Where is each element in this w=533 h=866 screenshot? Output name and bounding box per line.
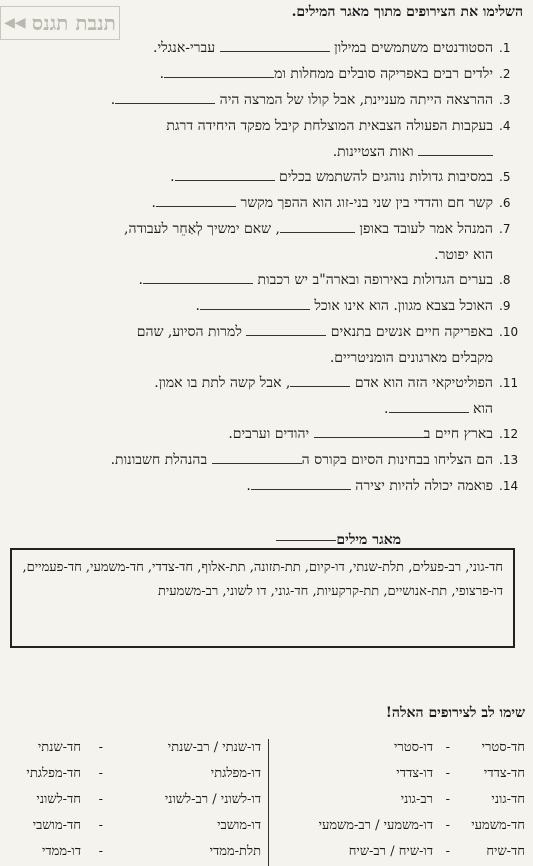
- answer-blank[interactable]: [115, 89, 215, 104]
- pair-row: [6, 839, 261, 865]
- word-bank-title: [270, 532, 401, 549]
- answer-blank[interactable]: [389, 398, 469, 413]
- exercise-item: [5, 294, 525, 320]
- exercise-text: , שאם ימשיך לְאַחֵר לעבודה,: [124, 221, 280, 237]
- word-bank-title-line: [276, 540, 336, 541]
- pair-counterpart: דו-סטרי: [393, 740, 433, 755]
- pair-term: חד-משמעי: [471, 818, 525, 833]
- exercise-item: [5, 320, 525, 371]
- exercise-item: [5, 217, 525, 268]
- pair-counterpart: דו-מושבי: [217, 818, 261, 833]
- exercise-text: .: [195, 298, 200, 314]
- exercise-number: 8.: [499, 273, 511, 287]
- answer-blank[interactable]: [290, 372, 350, 387]
- pair-dash: -: [98, 740, 103, 755]
- pair-row: [285, 839, 525, 865]
- answer-blank[interactable]: [164, 63, 274, 78]
- pair-dash: -: [445, 766, 450, 781]
- exercise-item: [5, 474, 525, 500]
- pair-row: [285, 761, 525, 787]
- answer-blank[interactable]: [175, 166, 275, 181]
- pair-row: [285, 735, 525, 761]
- exercise-line: [5, 346, 493, 372]
- pair-term: חד-מפלגתי: [26, 766, 81, 781]
- exercise-line: [5, 397, 493, 423]
- pair-term: חד-שיח: [486, 844, 525, 859]
- pair-dash: -: [98, 792, 103, 807]
- answer-blank[interactable]: [280, 218, 355, 233]
- pair-counterpart: תלת-ממדי: [209, 844, 261, 859]
- exercise-number: 9.: [499, 299, 511, 313]
- exercise-line: [5, 268, 493, 294]
- word-bank-text: חד-גוני, רב-פעלים, תלת-שנתי, דו-קיום, תת-תזונה, תת-אלוף, חד-צדדי, חד-משמעי, חד-פעמיים, דו-פרצופי, תת-אנושיים, תת-קרקעיות, חד-גוני, דו לשוני, רב-משמעית: [22, 560, 503, 599]
- exercise-item: [5, 62, 525, 88]
- exercise-text: ואות הצטיינות.: [332, 143, 418, 160]
- exercise-text: .: [246, 478, 251, 494]
- exercise-text: למרות הסיוע, שהם: [136, 324, 247, 340]
- pairs-table: [0, 735, 533, 866]
- pair-counterpart: דו-משמעי / רב-משמעי: [318, 818, 433, 833]
- exercise-line: [5, 243, 493, 269]
- exercise-number: 1.: [499, 41, 511, 55]
- answer-blank[interactable]: [220, 37, 330, 52]
- pair-counterpart: דו-צדדי: [396, 766, 433, 781]
- pair-dash: -: [98, 766, 103, 781]
- pair-counterpart: דו-שנתי / רב-שנתי: [167, 740, 261, 755]
- answer-blank[interactable]: [156, 192, 236, 207]
- exercise-text: .: [138, 272, 143, 288]
- exercise-text: הפוליטיקאי הזה הוא אדם: [350, 375, 493, 391]
- exercise-item: [5, 88, 525, 114]
- pair-dash: -: [445, 792, 450, 807]
- pair-term: חד-גוני: [491, 792, 525, 807]
- exercise-line: [5, 474, 493, 500]
- ghost-header-box: [0, 6, 120, 40]
- pair-row: [6, 787, 261, 813]
- exercise-item: [5, 448, 525, 474]
- pair-row: [6, 761, 261, 787]
- exercise-text: המנהל אמר לעובד באופן: [354, 221, 493, 237]
- exercise-line: [5, 320, 493, 346]
- pair-term: חד-מושבי: [32, 818, 81, 833]
- pair-counterpart: דו-לשוני / רב-לשוני: [164, 792, 261, 807]
- exercise-text: הסטודנטים משתמשים במילון: [329, 40, 493, 56]
- exercise-line: [5, 191, 493, 217]
- exercise-text: .: [170, 169, 175, 185]
- answer-blank[interactable]: [418, 141, 493, 156]
- exercise-number: 11.: [499, 376, 519, 390]
- exercise-text: הוא: [468, 400, 493, 417]
- pair-counterpart: רב-גוני: [400, 792, 433, 807]
- exercise-line: [5, 294, 493, 320]
- exercise-item: [5, 191, 525, 217]
- exercise-item: [5, 36, 525, 62]
- exercise-item: [5, 371, 525, 422]
- pair-term: דו-ממדי: [41, 844, 81, 859]
- exercise-item: [5, 114, 525, 165]
- exercise-line: [5, 114, 493, 140]
- pair-term: חד-סטרי: [481, 740, 525, 755]
- pairs-divider: [268, 739, 269, 866]
- exercise-text: קשר חם והדדי בין שני בני-זוג הוא ההפך מקשר: [236, 195, 493, 211]
- exercise-number: 12.: [499, 427, 519, 441]
- pair-counterpart: דו-שיח / רב-שיח: [348, 844, 433, 859]
- pair-term: חד-שנתי: [37, 740, 81, 755]
- exercise-number: 10.: [499, 325, 519, 339]
- pair-row: [6, 813, 261, 839]
- exercise-text: .: [151, 195, 156, 211]
- answer-blank[interactable]: [143, 269, 253, 284]
- exercise-text: פואמה יכולה להיות יצירה: [350, 478, 493, 494]
- exercise-item: [5, 165, 525, 191]
- word-bank-box: [10, 548, 515, 648]
- answer-blank[interactable]: [251, 475, 351, 490]
- exercise-list: [5, 36, 525, 500]
- exercise-number: 13.: [499, 453, 519, 467]
- exercise-text: בארץ חיים ב: [423, 426, 493, 442]
- exercise-text: הוא יפוטר.: [434, 246, 493, 263]
- attention-heading: שימו לב לצירופים האלה!: [385, 705, 525, 721]
- exercise-number: 4.: [499, 119, 511, 133]
- exercise-line: [5, 140, 493, 166]
- exercise-item: [5, 422, 525, 448]
- pair-dash: -: [98, 844, 103, 859]
- exercise-line: [5, 36, 493, 62]
- exercise-line: [5, 217, 493, 243]
- exercise-text: במסיבות גדולות נוהגים להשתמש בכלים: [274, 169, 493, 185]
- answer-blank[interactable]: [212, 449, 302, 464]
- exercise-line: [5, 422, 493, 448]
- exercise-text: בעקבות הפעולה הצבאית המוצלחת קיבל מפקד היחידה דרגת: [166, 118, 493, 134]
- pair-dash: -: [445, 844, 450, 859]
- exercise-line: [5, 165, 493, 191]
- exercise-text: באפריקה חיים אנשים בתנאים: [326, 324, 493, 340]
- pair-dash: -: [445, 818, 450, 833]
- exercise-line: [5, 88, 493, 114]
- pair-counterpart: דו-מפלגתי: [210, 766, 261, 781]
- ghost-title-text: תנבת תגנס: [31, 10, 116, 35]
- exercise-text: .: [159, 66, 165, 82]
- exercise-line: [5, 371, 493, 397]
- exercise-line: [5, 62, 493, 88]
- pair-dash: -: [98, 818, 103, 833]
- exercise-number: 14.: [499, 479, 519, 493]
- exercise-number: 7.: [499, 222, 511, 236]
- exercise-text: בהנהלת חשבונות.: [110, 452, 212, 468]
- exercise-item: [5, 268, 525, 294]
- pair-dash: -: [445, 740, 450, 755]
- double-arrow-icon: ◀◀: [4, 15, 26, 31]
- exercise-text: יהודים וערבים.: [228, 426, 314, 442]
- exercise-number: 3.: [499, 93, 511, 107]
- pair-row: [285, 813, 525, 839]
- pair-row: [285, 787, 525, 813]
- exercise-text: , אבל קשה לתת בו אמון.: [154, 375, 291, 391]
- exercise-text: .: [384, 400, 389, 417]
- exercise-line: [5, 448, 493, 474]
- exercise-number: 6.: [499, 196, 511, 210]
- word-bank-title-text: מאגר מילים: [336, 532, 401, 548]
- pair-row: [6, 735, 261, 761]
- pair-term: חד-צדדי: [483, 766, 525, 781]
- answer-blank[interactable]: [200, 295, 310, 310]
- exercise-text: מקבלים מארגונים הומניטריים.: [329, 349, 493, 366]
- answer-blank[interactable]: [314, 423, 424, 438]
- exercise-text: עברי-אנגלי.: [153, 40, 220, 56]
- exercise-number: 2.: [499, 67, 511, 81]
- exercise-number: 5.: [499, 170, 511, 184]
- exercise-text: האוכל בצבא מגוון. הוא אינו אוכל: [309, 298, 493, 314]
- instruction-heading: השלימו את הצירופים מתוך מאגר המילים.: [291, 4, 523, 20]
- exercise-text: ילדים רבים באפריקה סובלים ממחלות ומ: [274, 66, 493, 82]
- exercise-text: בערים הגדולות באירופה ובארה"ב יש רכבות: [253, 272, 493, 288]
- exercise-text: ההרצאה הייתה מעניינת, אבל קולו של המרצה היה: [215, 92, 493, 108]
- exercise-text: .: [110, 92, 116, 108]
- answer-blank[interactable]: [246, 321, 326, 336]
- exercise-text: הם הצליחו בבחינות הסיום בקורס ה: [301, 452, 493, 468]
- pair-term: חד-לשוני: [36, 792, 81, 807]
